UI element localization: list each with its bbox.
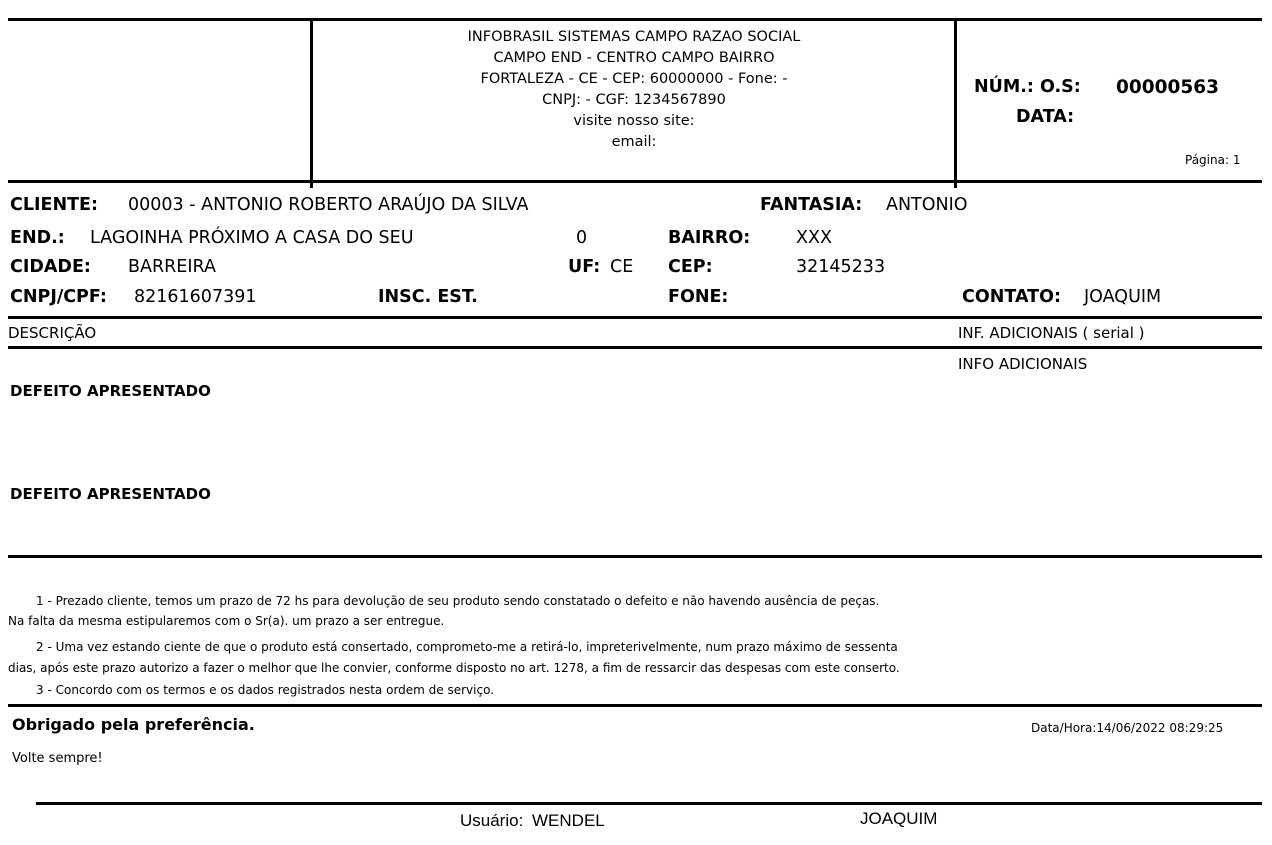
come-back-message: Volte sempre! — [12, 751, 103, 766]
term-2a: 2 - Uma vez estando ciente de que o produto está consertado, comprometo-me a retirá-lo, impreterivelmente, num prazo máximo de sessenta — [36, 640, 898, 654]
bairro-value: XXX — [796, 228, 832, 248]
term-1a: 1 - Prezado cliente, temos um prazo de 72 hs para devolução de seu produto sendo constatado o defeito e não havendo ausência de peças. — [36, 594, 880, 608]
thanks-message: Obrigado pela preferência. — [12, 715, 255, 734]
uf-label: UF: — [568, 257, 601, 277]
usuario-label: Usuário: — [460, 811, 524, 830]
descricao-header: DESCRIÇÃO — [8, 324, 97, 342]
company-address: CAMPO END - CENTRO CAMPO BAIRRO — [493, 50, 775, 66]
items-end-rule — [8, 555, 1262, 558]
signature-name: JOAQUIM — [860, 809, 938, 828]
company-name: INFOBRASIL SISTEMAS CAMPO RAZAO SOCIAL — [467, 29, 801, 45]
term-2b: dias, após este prazo autorizo a fazer o melhor que lhe convier, conforme disposto no art. 1278, a fim de ressarcir das despesas com este conserto. — [8, 661, 900, 675]
end-value: LAGOINHA PRÓXIMO A CASA DO SEU — [90, 228, 414, 248]
usuario-value: WENDEL — [532, 811, 605, 830]
order-date-label: DATA: — [1016, 107, 1075, 127]
cliente-value: 00003 - ANTONIO ROBERTO ARAÚJO DA SILVA — [128, 195, 529, 215]
header-bottom-rule — [8, 180, 1262, 183]
cnpj-value: 82161607391 — [134, 287, 257, 307]
order-number-value: 00000563 — [1116, 77, 1219, 98]
term-3: 3 - Concordo com os termos e os dados registrados nesta ordem de serviço. — [36, 683, 495, 697]
term-1b: Na falta da mesma estipularemos com o Sr(a). um prazo a ser entregue. — [8, 614, 445, 628]
cep-value: 32145233 — [796, 257, 886, 277]
order-number-label: NÚM.: O.S: — [974, 77, 1081, 97]
cidade-label: CIDADE: — [10, 257, 91, 277]
signature-rule — [36, 802, 1262, 805]
contato-label: CONTATO: — [962, 287, 1061, 307]
footer-top-rule — [8, 704, 1262, 707]
info-adicionais: INFO ADICIONAIS — [958, 355, 1088, 373]
fantasia-label: FANTASIA: — [760, 195, 863, 215]
contato-value: JOAQUIM — [1084, 287, 1162, 307]
bairro-label: BAIRRO: — [668, 228, 751, 248]
company-info — [312, 27, 956, 153]
header-top-rule — [8, 18, 1262, 21]
inf-adicionais-header: INF. ADICIONAIS ( serial ) — [958, 324, 1145, 342]
end-number: 0 — [576, 228, 588, 248]
end-label: END.: — [10, 228, 65, 248]
cnpj-label: CNPJ/CPF: — [10, 287, 107, 307]
items-bottom-rule — [8, 346, 1262, 349]
fantasia-value: ANTONIO — [886, 195, 968, 215]
defeito-apresentado-1: DEFEITO APRESENTADO — [10, 382, 211, 400]
cidade-value: BARREIRA — [128, 257, 216, 277]
items-top-rule — [8, 316, 1262, 319]
defeito-apresentado-2: DEFEITO APRESENTADO — [10, 485, 211, 503]
company-email: email: — [611, 134, 657, 150]
uf-value: CE — [610, 257, 634, 277]
print-datetime: Data/Hora:14/06/2022 08:29:25 — [1031, 721, 1224, 735]
company-city-phone: FORTALEZA - CE - CEP: 60000000 - Fone: - — [480, 71, 788, 87]
company-cnpj: CNPJ: - CGF: 1234567890 — [542, 92, 726, 108]
cep-label: CEP: — [668, 257, 713, 277]
insc-est-label: INSC. EST. — [378, 287, 478, 307]
fone-label: FONE: — [668, 287, 729, 307]
cliente-label: CLIENTE: — [10, 195, 98, 215]
company-site: visite nosso site: — [573, 113, 695, 129]
page-number: Página: 1 — [1185, 153, 1241, 167]
